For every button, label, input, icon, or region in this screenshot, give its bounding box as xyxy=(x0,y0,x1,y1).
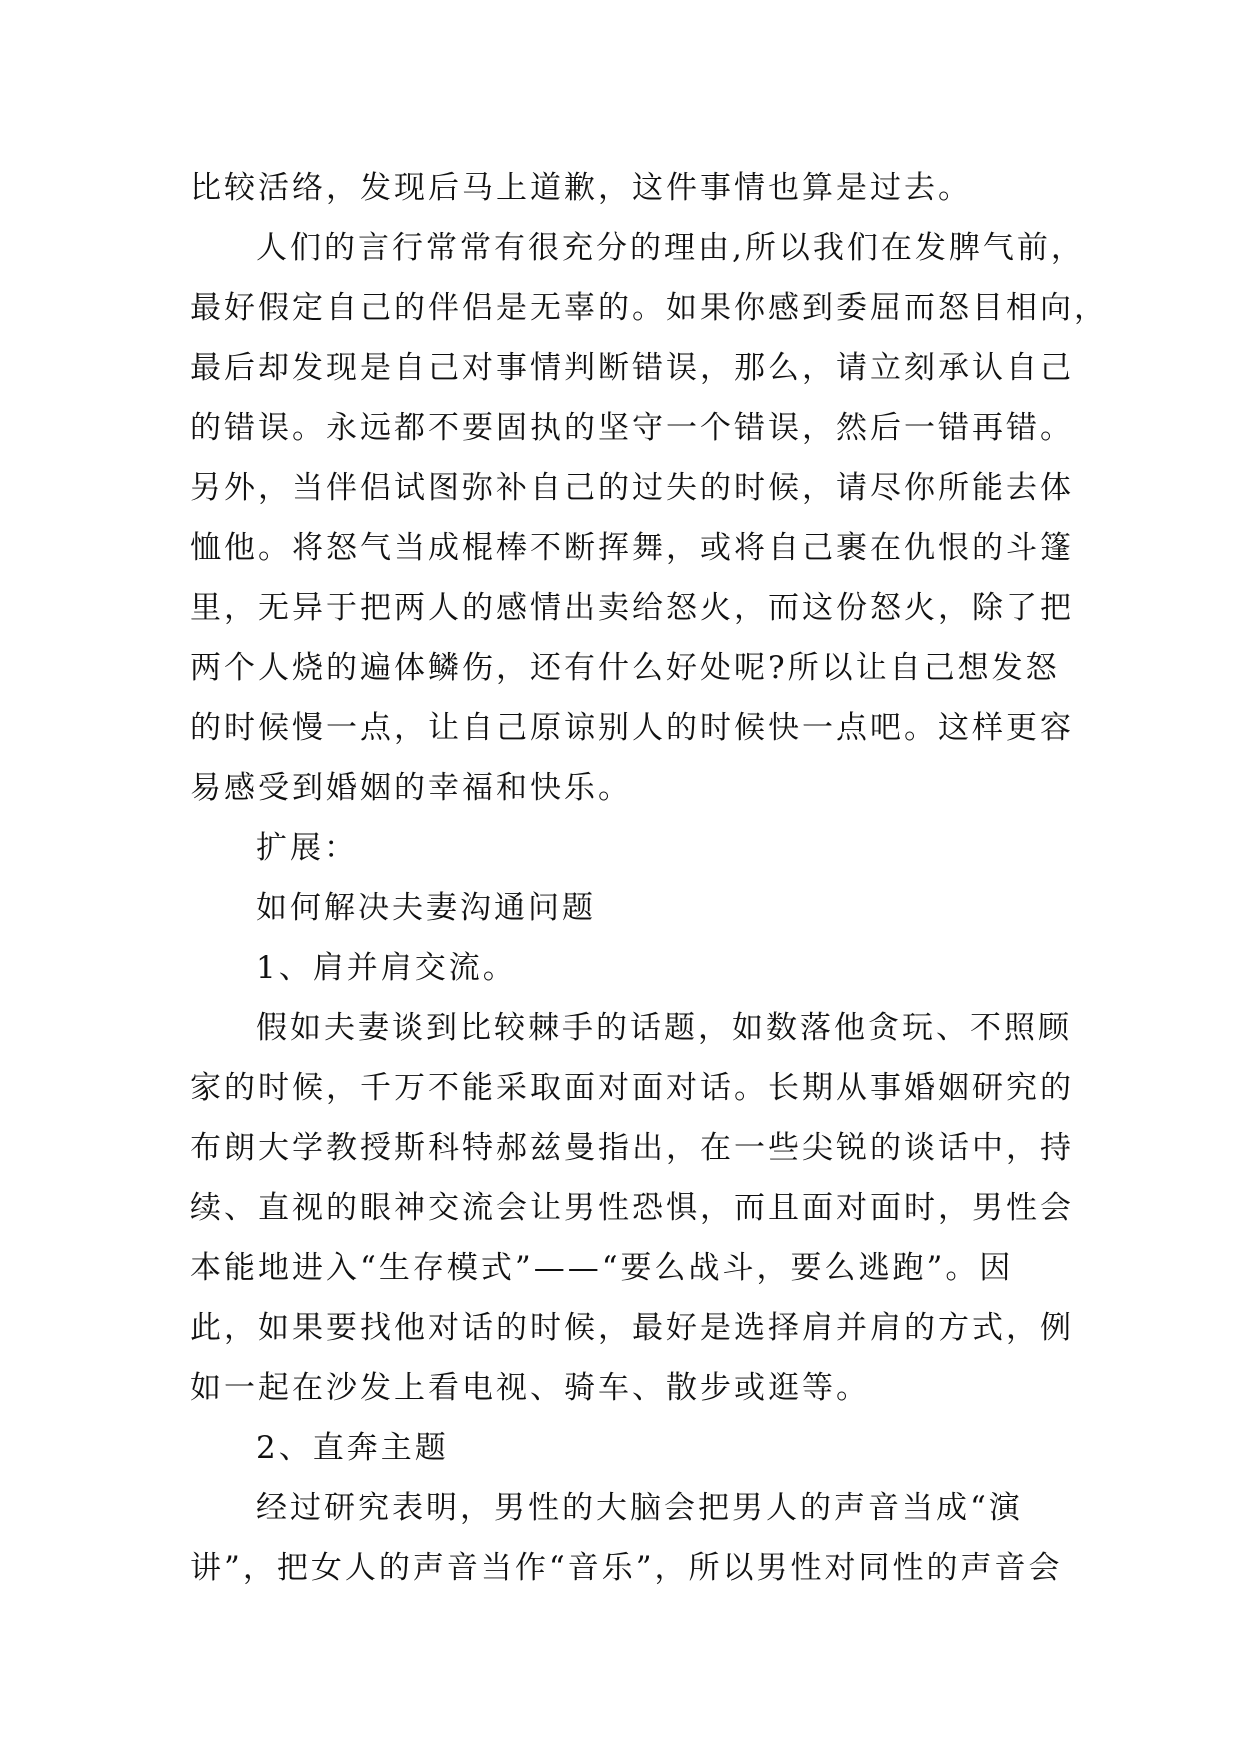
body-text xyxy=(190,158,1108,1598)
subheading-1: 1、肩并肩交流。 xyxy=(256,950,517,986)
text-line-20: 此，如果要找他对话的时候，最好是选择肩并肩的方式，例 xyxy=(190,1310,1074,1346)
text-line-15: 假如夫妻谈到比较棘手的话题，如数落他贪玩、不照顾 xyxy=(256,1010,1072,1046)
text-line-24: 讲”，把女人的声音当作“音乐”，所以男性对同性的声音会 xyxy=(190,1550,1063,1586)
text-line-18: 续、直视的眼神交流会让男性恐惧，而且面对面时，男性会 xyxy=(190,1190,1074,1226)
text-line-10: 的时候慢一点，让自己原谅别人的时候快一点吧。这样更容 xyxy=(190,710,1074,746)
text-line-2: 人们的言行常常有很充分的理由,所以我们在发脾气前， xyxy=(256,230,1085,266)
text-line-9: 两个人烧的遍体鳞伤，还有什么好处呢?所以让自己想发怒 xyxy=(190,650,1060,686)
text-line-6: 另外，当伴侣试图弥补自己的过失的时候，请尽你所能去体 xyxy=(190,470,1074,506)
text-line-8: 里，无异于把两人的感情出卖给怒火，而这份怒火，除了把 xyxy=(190,590,1074,626)
text-line-7: 恤他。将怒气当成棍棒不断挥舞，或将自己裹在仇恨的斗篷 xyxy=(190,530,1074,566)
section-heading: 如何解决夫妻沟通问题 xyxy=(256,890,596,926)
section-label-expand: 扩展： xyxy=(256,830,358,866)
text-line-11: 易感受到婚姻的幸福和快乐。 xyxy=(190,770,632,806)
subheading-2: 2、直奔主题 xyxy=(256,1430,449,1466)
text-line-19: 本能地进入“生存模式”——“要么战斗，要么逃跑”。因 xyxy=(190,1250,1014,1286)
text-line-21: 如一起在沙发上看电视、骑车、散步或逛等。 xyxy=(190,1370,870,1406)
text-line-3: 最好假定自己的伴侣是无辜的。如果你感到委屈而怒目相向， xyxy=(190,290,1108,326)
text-line-1: 比较活络，发现后马上道歉，这件事情也算是过去。 xyxy=(190,170,972,206)
text-line-16: 家的时候，千万不能采取面对面对话。长期从事婚姻研究的 xyxy=(190,1070,1074,1106)
text-line-23: 经过研究表明，男性的大脑会把男人的声音当成“演 xyxy=(256,1490,1023,1526)
text-line-4: 最后却发现是自己对事情判断错误，那么，请立刻承认自己 xyxy=(190,350,1074,386)
text-line-17: 布朗大学教授斯科特郝兹曼指出，在一些尖锐的谈话中，持 xyxy=(190,1130,1074,1166)
text-line-5: 的错误。永远都不要固执的坚守一个错误，然后一错再错。 xyxy=(190,410,1074,446)
